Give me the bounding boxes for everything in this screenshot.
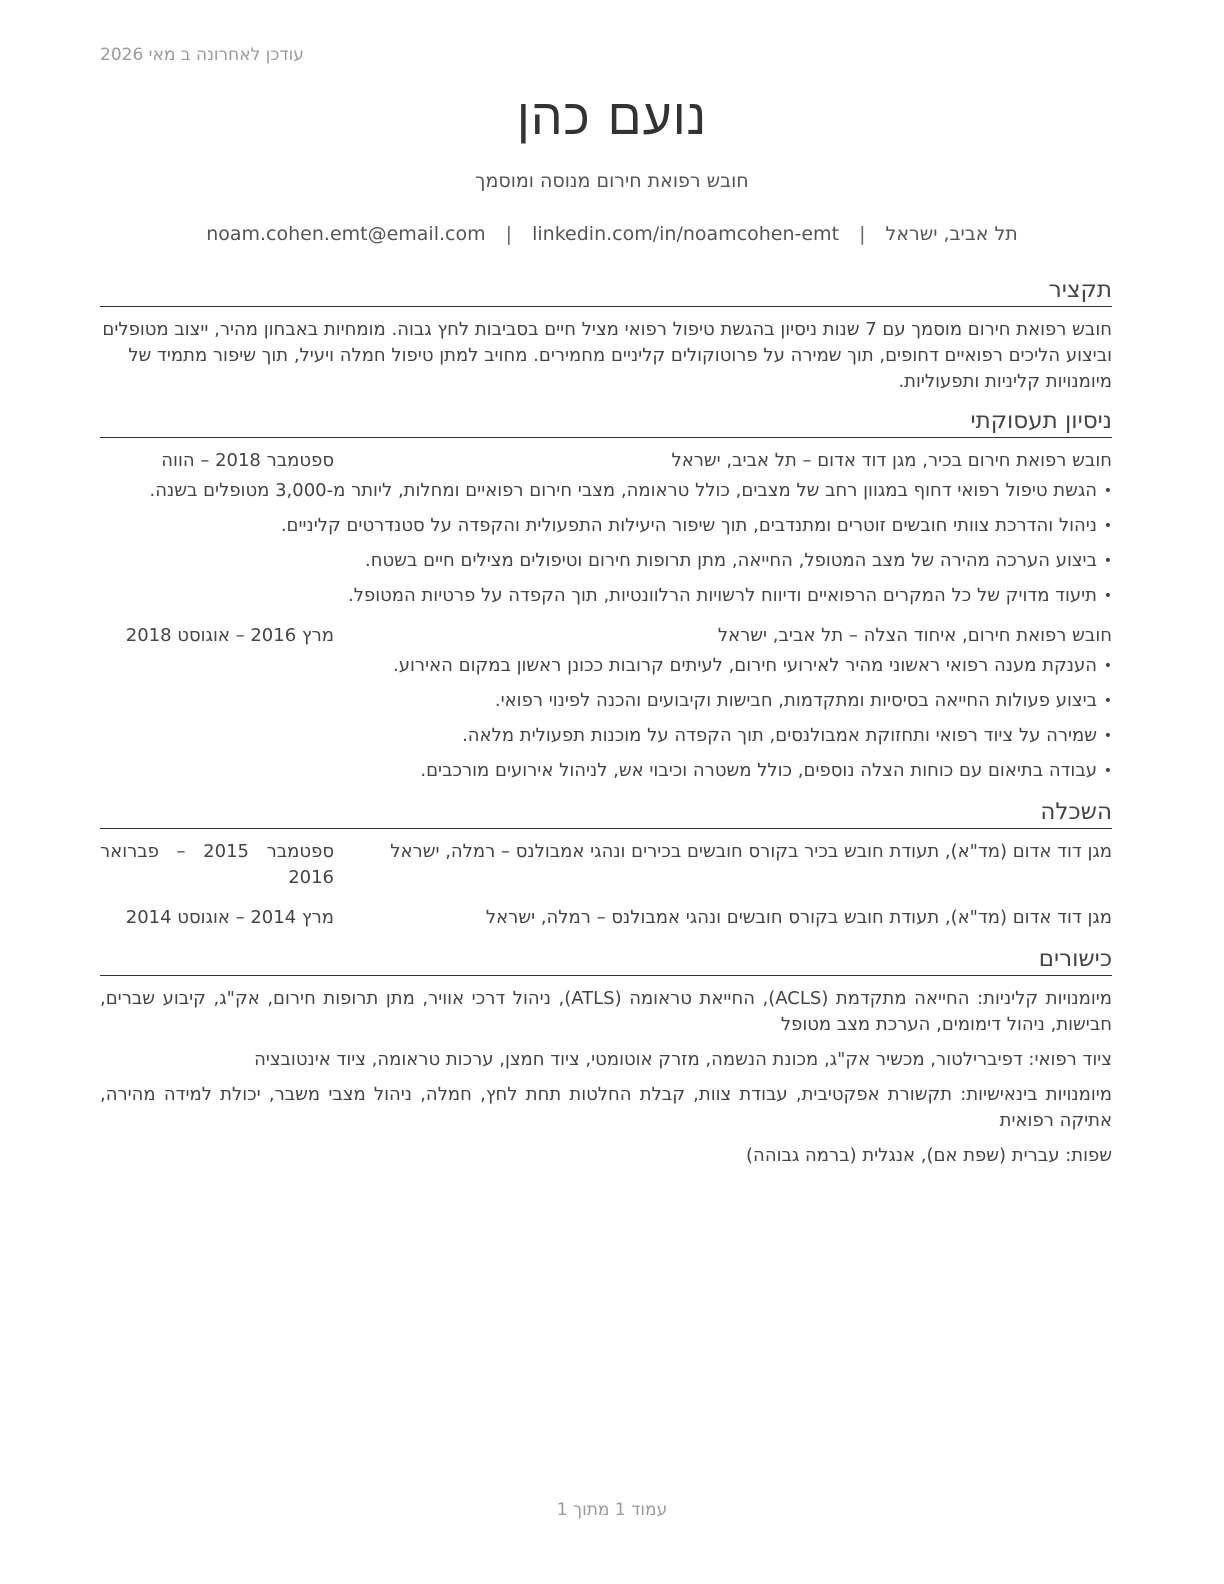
education-entry [100, 905, 1112, 931]
experience-heading: ניסיון תעסוקתי [100, 407, 1112, 438]
job-bullet: • תיעוד מדויק של כל המקרים הרפואיים ודיווח לרשויות הרלוונטיות, תוך הקפדה על פרטיות המטופל. [100, 583, 1112, 609]
summary-heading: תקציר [100, 276, 1112, 307]
email-link[interactable]: noam.cohen.emt@email.com [206, 223, 486, 245]
linkedin-link[interactable]: linkedin.com/in/noamcohen-emt [532, 223, 840, 245]
location-text: תל אביב, ישראל [885, 223, 1018, 245]
job-bullet: • ביצוע הערכה מהירה של מצב המטופל, החייאה, מתן תרופות חירום וטיפולים מצילים חיים בשטח. [100, 548, 1112, 574]
summary-text: חובש רפואת חירום מוסמך עם 7 שנות ניסיון בהגשת טיפול רפואי מציל חיים בסביבות לחץ גבוה. מומחיות באבחון מהיר, ייצוב מטופלים וביצוע הליכים רפואיים דחופים, תוך שמירה על פרוטוקולים קליניים מחמירים. מחויב למתן טיפול חמלה ויעיל, תוך שיפור מתמיד של מיומנויות קליניות ותפעוליות. [102, 319, 1112, 392]
job-role: חובש רפואת חירום, איחוד הצלה – תל אביב, ישראל [717, 625, 1112, 646]
candidate-name: נועם כהן [516, 88, 708, 146]
job-bullet: • הענקת מענה רפואי ראשוני מהיר לאירועי חירום, לעיתים קרובות ככונן ראשון במקום האירוע. [100, 653, 1112, 679]
education-heading: השכלה [100, 798, 1112, 829]
job-bullets [100, 478, 1112, 609]
job-bullet: • שמירה על ציוד רפואי ותחזוקת אמבולנסים, תוך הקפדה על מוכנות תפעולית מלאה. [100, 723, 1112, 749]
job-header [100, 623, 1112, 649]
job-header [100, 448, 1112, 474]
job-bullet: • ביצוע פעולות החייאה בסיסיות ומתקדמות, חבישות וקיבועים והכנה לפינוי רפואי. [100, 688, 1112, 714]
job-dates: ספטמבר 2018 – הווה [161, 450, 334, 471]
education-entry [100, 839, 1112, 891]
job-bullet: • ניהול והדרכת צוותי חובשים זוטרים ומתנדבים, תוך שיפור היעילות התפעולית והקפדה על סטנדרטים קליניים. [100, 513, 1112, 539]
last-updated-note: עודכן לאחרונה ב מאי 2026 [100, 45, 304, 65]
contact-line [0, 223, 1224, 245]
contact-separator: | [859, 223, 866, 245]
job-entry [100, 623, 1112, 784]
contact-separator: | [505, 223, 513, 245]
job-bullets [100, 653, 1112, 784]
job-entry [100, 448, 1112, 609]
job-role: חובש רפואת חירום בכיר, מגן דוד אדום – תל אביב, ישראל [671, 450, 1112, 471]
job-bullet: • הגשת טיפול רפואי דחוף במגוון רחב של מצבים, כולל טראומה, מצבי חירום רפואיים ומחלות, ליותר מ-3,000 מטופלים בשנה. [100, 478, 1112, 504]
page-number: עמוד 1 מתוך 1 [556, 1500, 668, 1520]
education-dates: מרץ 2014 – אוגוסט 2014 [125, 907, 334, 928]
candidate-title: חובש רפואת חירום מנוסה ומוסמך [475, 170, 749, 192]
skills-item: מיומנויות בינאישיות: תקשורת אפקטיבית, עבודת צוות, קבלת החלטות תחת לחץ, חמלה, ניהול מצבי משבר, יכולת למידה מהירה, אתיקה רפואית [100, 1084, 1112, 1131]
skills-item: מיומנויות קליניות: החייאה מתקדמת (ACLS), החייאת טראומה (ATLS), ניהול דרכי אוויר, מתן תרופות חירום, אק"ג, קיבוע שברים, חבישות, ניהול דימומים, הערכת מצב מטופל [100, 988, 1112, 1035]
education-text: מגן דוד אדום (מד"א), תעודת חובש בקורס חובשים ונהגי אמבולנס – רמלה, ישראל [485, 907, 1112, 928]
resume-body [100, 276, 1112, 1178]
skills-item: שפות: עברית (שפת אם), אנגלית (ברמה גבוהה) [746, 1145, 1112, 1166]
skills-heading: כישורים [100, 945, 1112, 976]
education-text: מגן דוד אדום (מד"א), תעודת חובש בכיר בקורס חובשים בכירים ונהגי אמבולנס – רמלה, ישראל [390, 841, 1112, 862]
job-bullet: • עבודה בתיאום עם כוחות הצלה נוספים, כולל משטרה וכיבוי אש, לניהול אירועים מורכבים. [100, 758, 1112, 784]
job-dates: מרץ 2016 – אוגוסט 2018 [125, 625, 334, 646]
education-dates: ספטמבר 2015 – פברואר 2016 [100, 841, 334, 888]
skills-item: ציוד רפואי: דפיברילטור, מכשיר אק"ג, מכונת הנשמה, מזרק אוטומטי, ציוד חמצן, ערכות טראומה, ציוד אינטובציה [254, 1049, 1112, 1070]
